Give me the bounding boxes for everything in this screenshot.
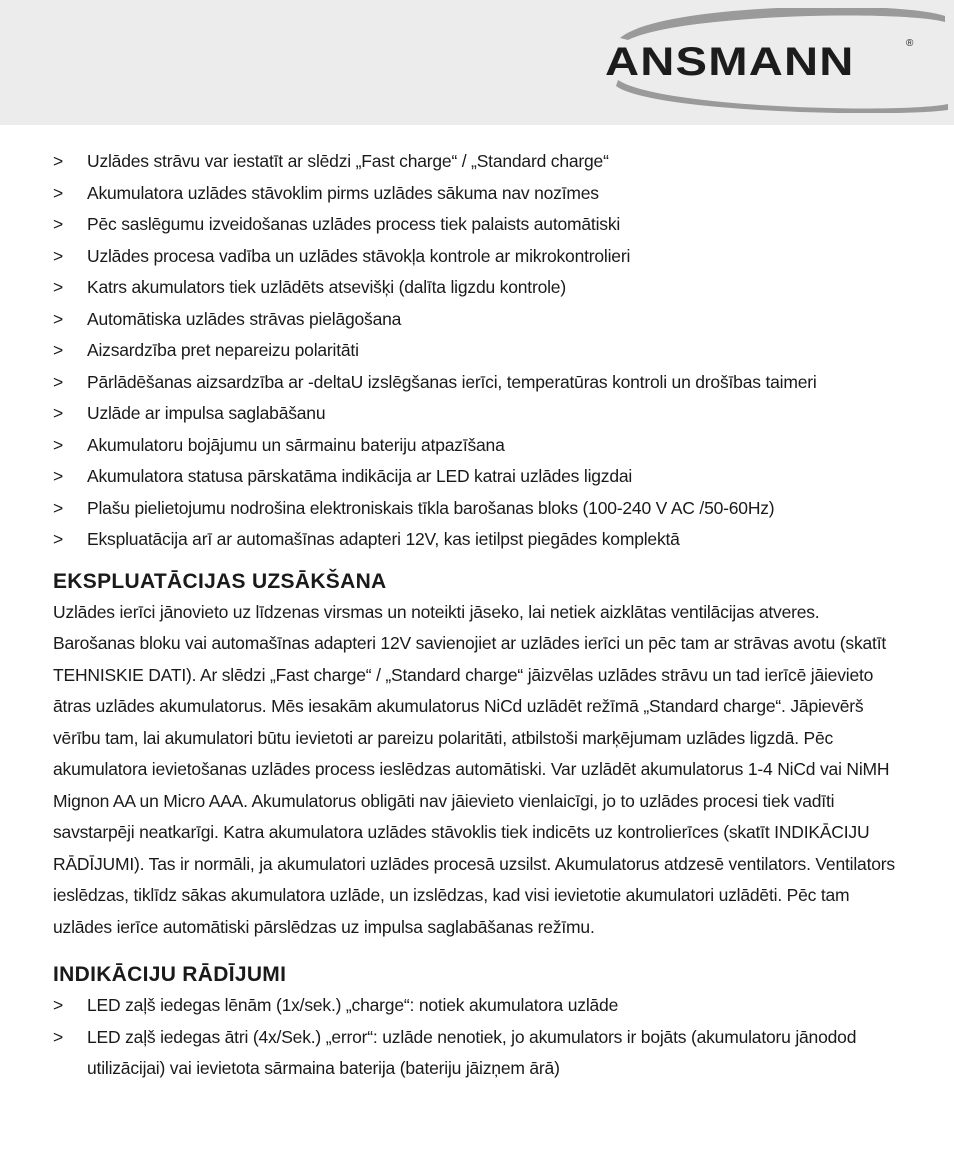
bullet-marker: >: [53, 403, 64, 423]
list-item: > Pēc saslēgumu izveidošanas uzlādes process tiek palaists automātiski: [53, 209, 903, 241]
bullet-marker: >: [53, 1026, 64, 1047]
indicator-list: [53, 990, 903, 1085]
bullet-marker: >: [53, 995, 64, 1015]
list-item: > Uzlāde ar impulsa saglabāšanu: [53, 398, 903, 430]
bullet-marker: >: [53, 371, 64, 392]
page-content: [53, 146, 903, 1085]
ansmann-logo: [600, 8, 950, 113]
list-item: > Akumulatora uzlādes stāvoklim pirms uzlādes sākuma nav nozīmes: [53, 178, 903, 210]
page-header: [0, 0, 954, 125]
registered-mark: ®: [906, 38, 914, 49]
bullet-marker: >: [53, 497, 64, 518]
list-item: > Uzlādes procesa vadība un uzlādes stāvokļa kontrole ar mikrokontrolieri: [53, 241, 903, 273]
bullet-marker: >: [53, 466, 64, 486]
bullet-marker: >: [53, 529, 64, 549]
brand-name: ANSMANN: [605, 40, 855, 84]
list-item: > Katrs akumulators tiek uzlādēts atsevišķi (dalīta ligzdu kontrole): [53, 272, 903, 304]
list-item: > Plašu pielietojumu nodrošina elektroniskais tīkla barošanas bloks (100-240 V AC /50-60Hz): [53, 493, 903, 525]
feature-list: [53, 146, 903, 556]
list-item: > LED zaļš iedegas ātri (4x/Sek.) „error“: uzlāde nenotiek, jo akumulators ir bojāts (akumulatoru jānodod utilizācijai) vai ievietota sārmaina baterija (bateriju jāizņem ārā): [53, 1022, 903, 1085]
list-item: > Akumulatora statusa pārskatāma indikācija ar LED katrai uzlādes ligzdai: [53, 461, 903, 493]
bullet-marker: >: [53, 340, 64, 360]
list-item: > Pārlādēšanas aizsardzība ar -deltaU izslēgšanas ierīci, temperatūras kontroli un drošības taimeri: [53, 367, 903, 399]
bullet-marker: >: [53, 214, 64, 234]
list-item: > Aizsardzība pret nepareizu polaritāti: [53, 335, 903, 367]
bullet-marker: >: [53, 245, 64, 266]
list-item: > Akumulatoru bojājumu un sārmainu bateriju atpazīšana: [53, 430, 903, 462]
bullet-marker: >: [53, 277, 64, 297]
list-item: > LED zaļš iedegas lēnām (1x/sek.) „charge“: notiek akumulatora uzlāde: [53, 990, 903, 1022]
section-heading-indicators: INDIKĀCIJU RĀDĪJUMI: [53, 963, 287, 986]
list-item: > Automātiska uzlādes strāvas pielāgošana: [53, 304, 903, 336]
bullet-marker: >: [53, 151, 64, 171]
section-heading-start-up: EKSPLUATĀCIJAS UZSĀKŠANA: [53, 569, 387, 593]
list-item: > Ekspluatācija arī ar automašīnas adapteri 12V, kas ietilpst piegādes komplektā: [53, 524, 903, 556]
bullet-marker: >: [53, 182, 64, 203]
bullet-marker: >: [53, 434, 64, 455]
start-up-paragraph: Uzlādes ierīci jānovieto uz līdzenas virsmas un noteikti jāseko, lai netiek aizklātas ventilācijas atveres. Barošanas bloku vai automašīnas adapteri 12V savienojiet ar uzlādes ierīci un pēc tam ar strāvas avotu (skatīt TEHNISKIE DATI). Ar slēdzi „Fast charge“ / „Standard charge“ jāizvēlas uzlādes strāvu un tad ierīcē jāievieto ātras uzlādes akumulatorus. Mēs iesakām akumulatorus NiCd uzlādēt režīmā „Standard charge“. Jāpievērš vērību tam, lai akumulatori būtu ievietoti ar pareizu polaritāti, atbilstoši marķējumam uzlādes ligzdā. Pēc akumulatora ievietošanas uzlādes process ieslēdzas automātiski. Var uzlādēt akumulatorus 1-4 NiCd vai NiMH Mignon AA un Micro AAA. Akumulatorus obligāti nav jāievieto vienlaicīgi, jo to uzlādes procesi tiek vadīti savstarpēji neatkarīgi. Katra akumulatora uzlādes stāvoklis tiek indicēts uz kontrolierīces (skatīt INDIKĀCIJU RĀDĪJUMI). Tas ir normāli, ja akumulatori uzlādes procesā uzsilst. Akumulatorus atdzesē ventilators. Ventilators ieslēdzas, tiklīdz sākas akumulatora uzlāde, un izslēdzas, kad visi ievietotie akumulatori uzlādēti. Pēc tam uzlādes ierīce automātiski pārslēdzas uz impulsa saglabāšanas režīmu.: [53, 601, 895, 937]
list-item: > Uzlādes strāvu var iestatīt ar slēdzi „Fast charge“ / „Standard charge“: [53, 146, 903, 178]
bullet-marker: >: [53, 308, 64, 329]
